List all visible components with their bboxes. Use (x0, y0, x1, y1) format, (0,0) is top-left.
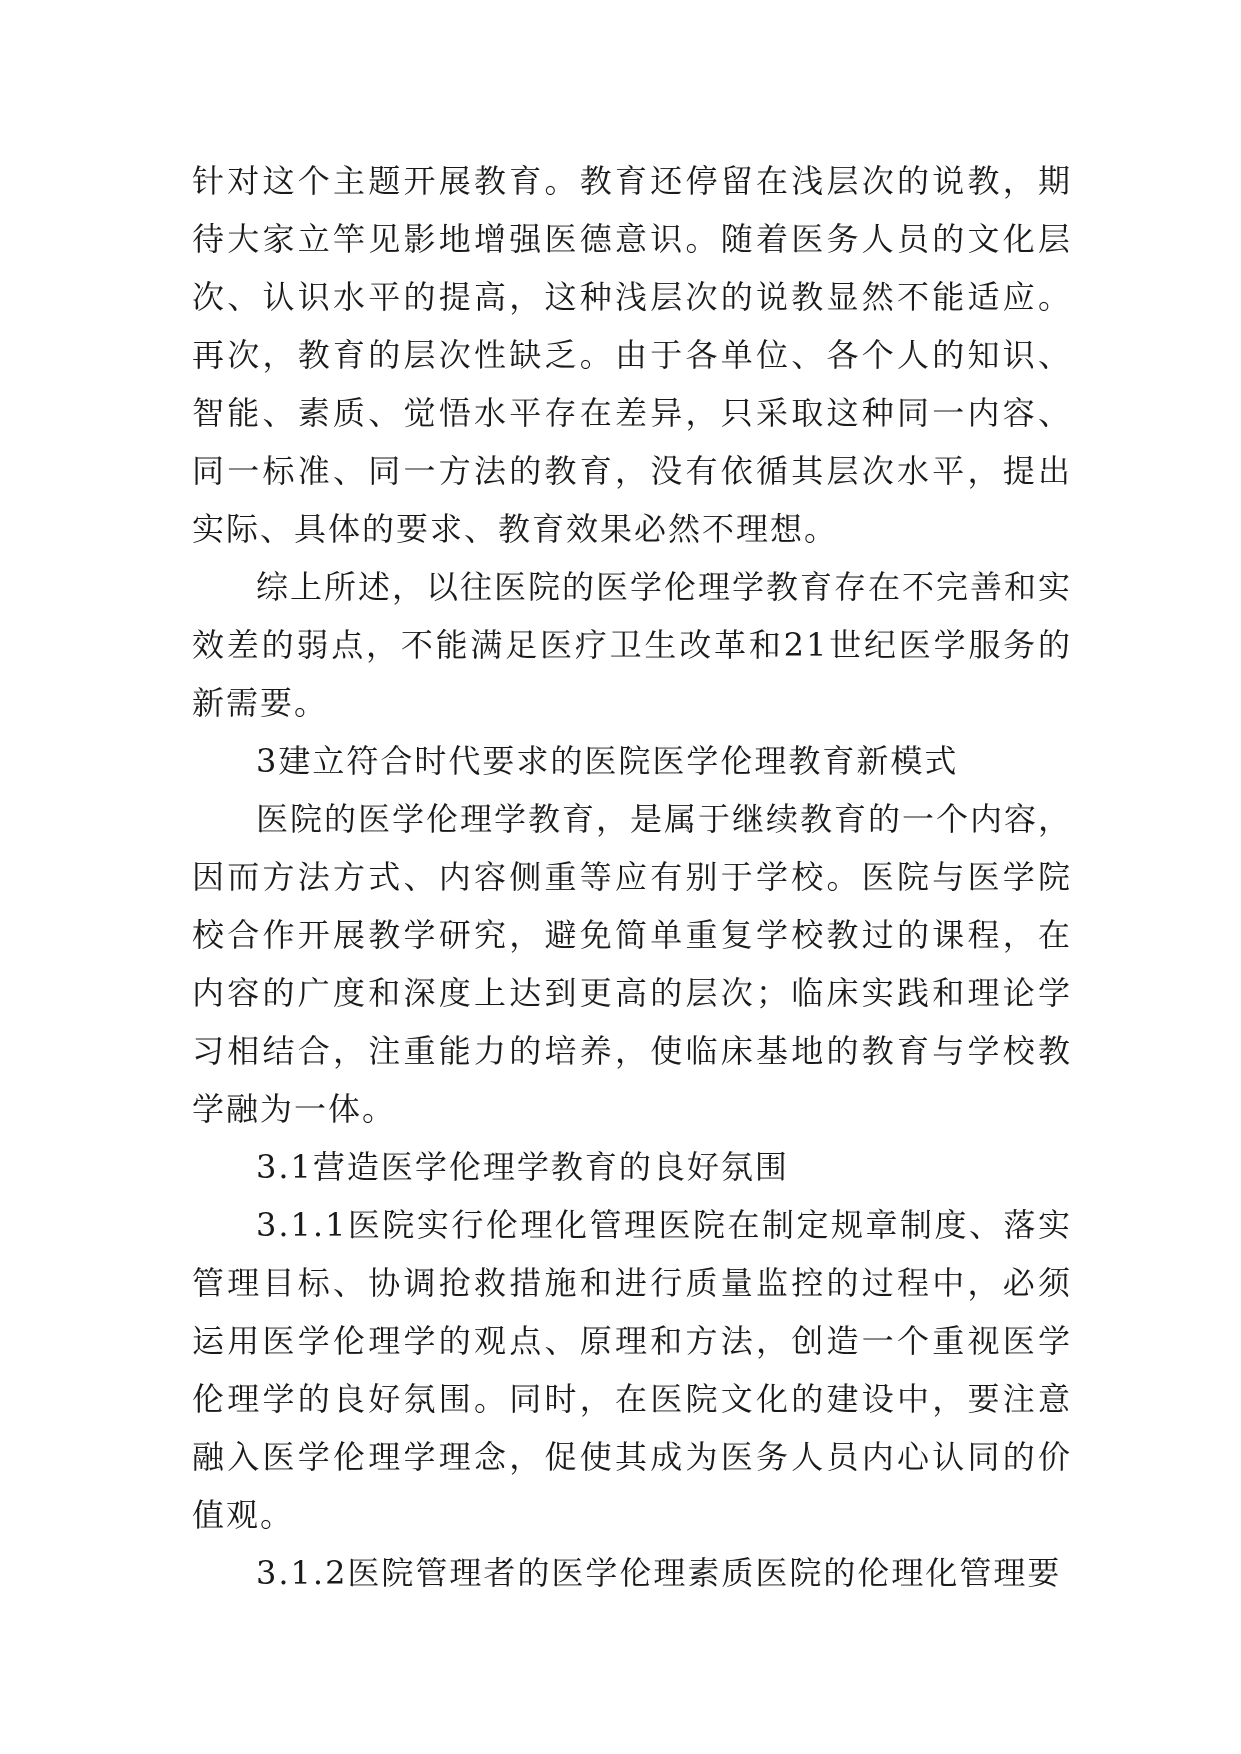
paragraph-3-1-2: 3.1.2医院管理者的医学伦理素质医院的伦理化管理要 (256, 1554, 1062, 1592)
paragraph-section-3-intro: 医院的医学伦理学教育，是属于继续教育的一个内容，因而方法方式、内容侧重等应有别于学校。医院与医学院校合作开展教学研究，避免简单重复学校教过的课程，在内容的广度和深度上达到更高的层次；临床实践和理论学习相结合，注重能力的培养，使临床基地的教育与学校教学融为一体。 (192, 800, 1073, 1128)
section-heading-3: 3建立符合时代要求的医院医学伦理教育新模式 (256, 742, 959, 780)
paragraph-3-1-1: 3.1.1医院实行伦理化管理医院在制定规章制度、落实管理目标、协调抢救措施和进行质量监控的过程中，必须运用医学伦理学的观点、原理和方法，创造一个重视医学伦理学的良好氛围。同时，在医院文化的建设中，要注意融入医学伦理学理念，促使其成为医务人员内心认同的价值观。 (192, 1206, 1072, 1534)
paragraph-summary: 综上所述，以往医院的医学伦理学教育存在不完善和实效差的弱点，不能满足医疗卫生改革和21世纪医学服务的新需要。 (192, 568, 1073, 722)
paragraph-continuation: 针对这个主题开展教育。教育还停留在浅层次的说教，期待大家立竿见影地增强医德意识。随着医务人员的文化层次、认识水平的提高，这种浅层次的说教显然不能适应。再次，教育的层次性缺乏。由于各单位、各个人的知识、智能、素质、觉悟水平存在差异，只采取这种同一内容、同一标准、同一方法的教育，没有依循其层次水平，提出实际、具体的要求、教育效果必然不理想。 (192, 162, 1072, 548)
section-heading-3-1: 3.1营造医学伦理学教育的良好氛围 (256, 1148, 789, 1186)
document-page (192, 152, 1072, 1602)
